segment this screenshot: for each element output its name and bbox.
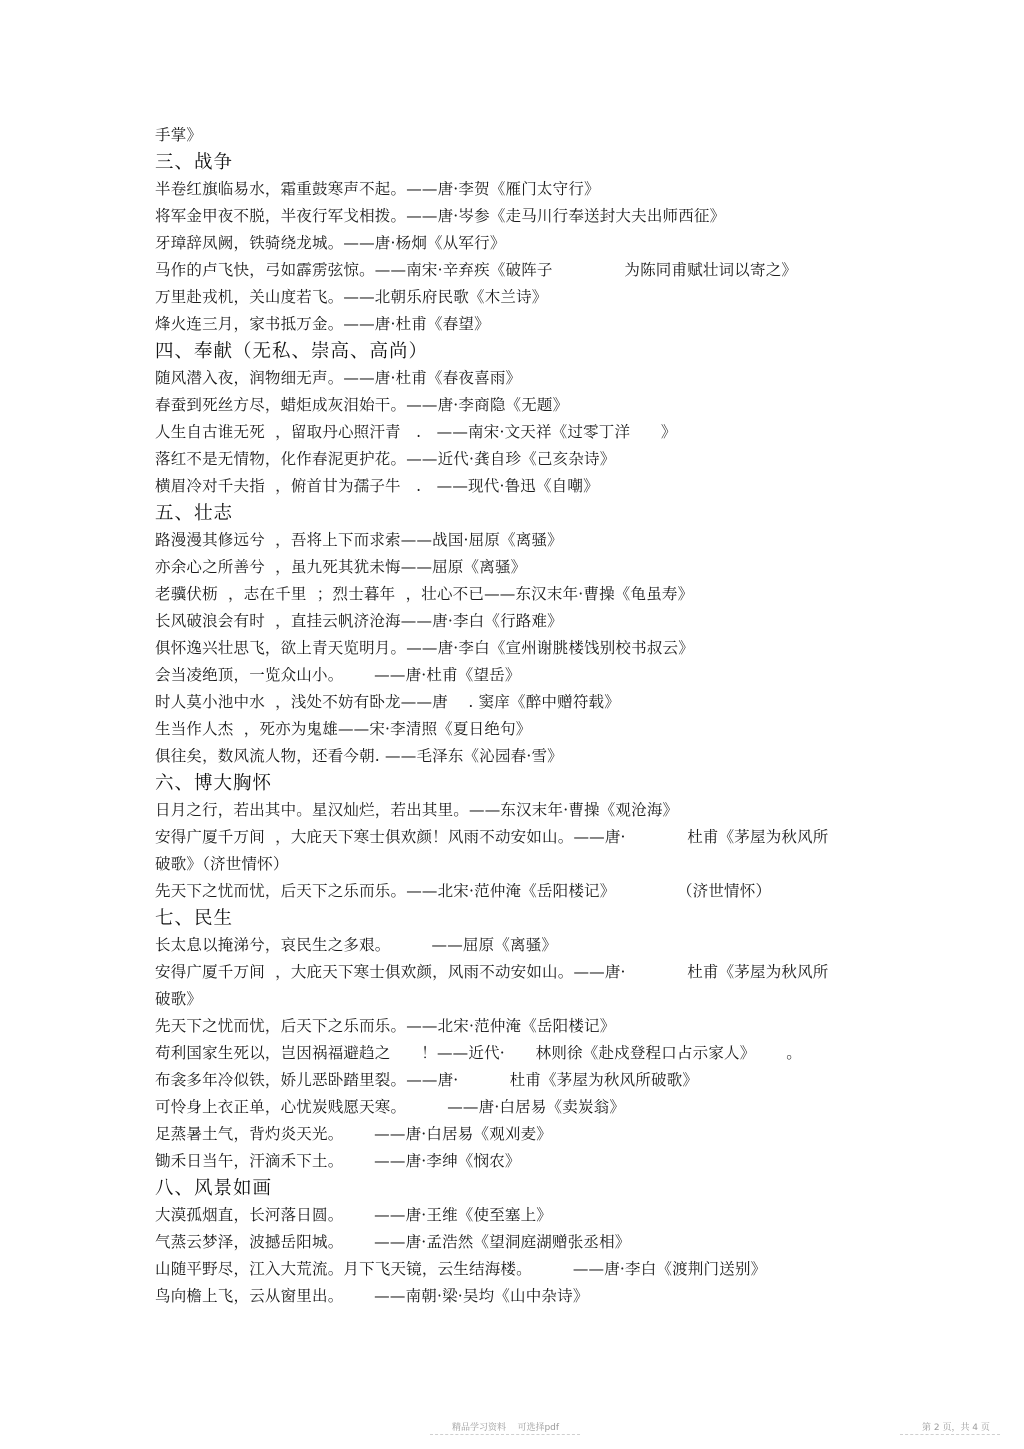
text-line: 日月之行，若出其中。星汉灿烂，若出其里。——东汉末年·曹操《观沧海》 [155, 801, 679, 819]
text-line: 破歌》 [155, 990, 203, 1008]
text-line: 安得广厦千万间 ，大庇天下寒士俱欢颜！风雨不动安如山。——唐· 杜甫《茅屋为秋风所 [155, 828, 829, 846]
section-heading: 五、壮志 [155, 503, 234, 524]
page-footer [0, 1418, 1024, 1442]
text-line: 长太息以掩涕兮，哀民生之多艰。 ——屈原《离骚》 [155, 936, 558, 954]
footer-source-text: 精品学习资料 可选择pdf [452, 1423, 560, 1433]
section-heading: 六、博大胸怀 [155, 773, 273, 794]
text-line: 半卷红旗临易水，霜重鼓寒声不起。——唐·李贺《雁门太守行》 [155, 180, 600, 198]
footer-divider-center [430, 1434, 580, 1435]
text-line: 烽火连三月，家书抵万金。——唐·杜甫《春望》 [155, 315, 490, 333]
text-line: 大漠孤烟直，长河落日圆。 ——唐·王维《使至塞上》 [155, 1206, 552, 1224]
text-line: 马作的卢飞快，弓如霹雳弦惊。——南宋·辛弃疾《破阵子 为陈同甫赋壮词以寄之》 [155, 261, 798, 279]
text-line: 长风破浪会有时 ，直挂云帆济沧海——唐·李白《行路难》 [155, 612, 563, 630]
text-line: 鸟向檐上飞，云从窗里出。 ——南朝·梁·吴均《山中杂诗》 [155, 1287, 589, 1305]
section-heading: 八、风景如画 [155, 1178, 273, 1199]
text-line: 先天下之忧而忧，后天下之乐而乐。——北宋·范仲淹《岳阳楼记》 （济世情怀） [155, 882, 772, 900]
text-line: 老骥伏枥 ，志在千里 ；烈士暮年 ，壮心不已——东汉末年·曹操《龟虽寿》 [155, 585, 694, 603]
text-line: 落红不是无情物，化作春泥更护花。——近代·龚自珍《己亥杂诗》 [155, 450, 616, 468]
section-heading: 三、战争 [155, 152, 234, 173]
document-body [155, 122, 875, 1310]
text-line: 随风潜入夜，润物细无声。——唐·杜甫《春夜喜雨》 [155, 369, 522, 387]
text-line: 俱往矣，数风流人物，还看今朝. ——毛泽东《沁园春·雪》 [155, 747, 563, 765]
text-line: 春蚕到死丝方尽，蜡炬成灰泪始干。——唐·李商隐《无题》 [155, 396, 569, 414]
text-line: 路漫漫其修远兮 ，吾将上下而求索——战国·屈原《离骚》 [155, 531, 563, 549]
text-line: 牙璋辞凤阙，铁骑绕龙城。——唐·杨炯《从军行》 [155, 234, 506, 252]
text-line: 足蒸暑土气，背灼炎天光。 ——唐·白居易《观刈麦》 [155, 1125, 552, 1143]
text-line: 生当作人杰 ，死亦为鬼雄——宋·李清照《夏日绝句》 [155, 720, 532, 738]
text-line: 气蒸云梦泽，波撼岳阳城。 ——唐·孟浩然《望洞庭湖赠张丞相》 [155, 1233, 631, 1251]
text-line: 布衾多年冷似铁，娇儿恶卧踏里裂。——唐· 杜甫《茅屋为秋风所破歌》 [155, 1071, 699, 1089]
text-line: 会当凌绝顶，一览众山小。 ——唐·杜甫《望岳》 [155, 666, 521, 684]
footer-divider-right [900, 1434, 1000, 1435]
text-line: 苟利国家生死以，岂因祸福避趋之 ！——近代· 林则徐《赴戍登程口占示家人》 。 [155, 1044, 802, 1062]
text-line: 时人莫小池中水 ，浅处不妨有卧龙——唐 . 窦庠《醉中赠符载》 [155, 693, 620, 711]
text-line: 锄禾日当午，汗滴禾下土。 ——唐·李绅《悯农》 [155, 1152, 521, 1170]
text-line: 破歌》（济世情怀） [155, 855, 289, 873]
text-line: 安得广厦千万间 ，大庇天下寒士俱欢颜，风雨不动安如山。——唐· 杜甫《茅屋为秋风所 [155, 963, 829, 981]
text-line: 人生自古谁无死 ，留取丹心照汗青 . ——南宋·文天祥《过零丁洋 》 [155, 423, 677, 441]
text-line: 手掌》 [155, 126, 203, 144]
section-heading: 七、民生 [155, 908, 234, 929]
text-line: 可怜身上衣正单，心忧炭贱愿天寒。 ——唐·白居易《卖炭翁》 [155, 1098, 626, 1116]
text-line: 万里赴戎机，关山度若飞。——北朝乐府民歌《木兰诗》 [155, 288, 548, 306]
section-heading: 四、奉献（无私、崇高、高尚） [155, 341, 429, 362]
text-line: 先天下之忧而忧，后天下之乐而乐。——北宋·范仲淹《岳阳楼记》 [155, 1017, 616, 1035]
text-line: 将军金甲夜不脱，半夜行军戈相拨。——唐·岑参《走马川行奉送封大夫出师西征》 [155, 207, 726, 225]
text-line: 亦余心之所善兮 ，虽九死其犹未悔——屈原《离骚》 [155, 558, 527, 576]
text-line: 横眉冷对千夫指 ，俯首甘为孺子牛 . ——现代·鲁迅《自嘲》 [155, 477, 599, 495]
text-line: 俱怀逸兴壮思飞，欲上青天览明月。——唐·李白《宣州谢朓楼饯别校书叔云》 [155, 639, 694, 657]
text-line: 山随平野尽，江入大荒流。月下飞天镜，云生结海楼。 ——唐·李白《渡荆门送别》 [155, 1260, 767, 1278]
footer-page-number: 第 2 页，共 4 页 [922, 1423, 990, 1433]
